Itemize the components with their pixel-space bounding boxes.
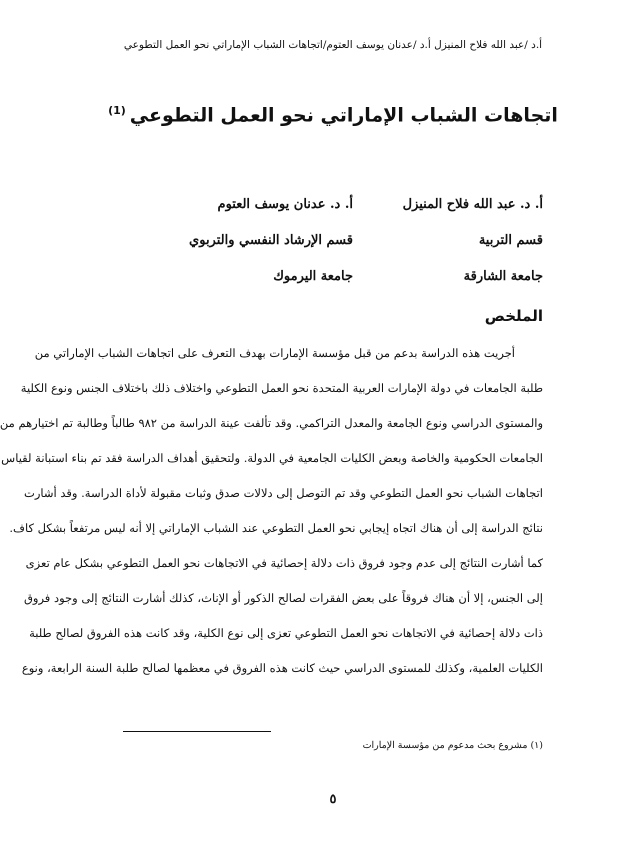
- abstract-line: والمستوى الدراسي ونوع الجامعة والمعدل التراكمي. وقد تألفت عينة الدراسة من ٩٨٢ طالباً وطالبة تم اختيارهم من: [0, 416, 543, 430]
- author-2: [153, 195, 353, 303]
- page-number: ٥: [329, 792, 337, 807]
- running-header: أ.د /عبد الله فلاح المنيزل أ.د /عدنان يوسف العتوم/اتجاهات الشباب الإماراتي نحو العمل التطوعي: [123, 39, 543, 51]
- author-2-university: جامعة اليرموك: [273, 269, 353, 284]
- abstract-line: إلى الجنس، إلا أن هناك فروقاً على بعض الفقرات لصالح الذكور أو الإناث، كذلك أشارت النتائج إلى وجود فروق: [23, 591, 543, 605]
- paper-title: [93, 98, 573, 128]
- abstract-heading: الملخص: [484, 307, 543, 325]
- authors-block: [133, 195, 543, 295]
- abstract-line: طلبة الجامعات في دولة الإمارات العربية المتحدة نحو العمل التطوعي واختلاف ذلك باختلاف الجنس ونوع الكلية: [20, 381, 543, 395]
- author-2-name: أ. د. عدنان يوسف العتوم: [217, 197, 353, 212]
- abstract-line: أجريت هذه الدراسة بدعم من قبل مؤسسة الإمارات بهدف التعرف على اتجاهات الشباب الإماراتي من: [34, 346, 515, 360]
- abstract-line: نتائج الدراسة إلى أن هناك اتجاه إيجابي نحو العمل التطوعي عند الشباب الإماراتي إلا أنه ليس مرتفعاً بشكل كاف.: [9, 521, 543, 535]
- footnote: (١) مشروع بحث مدعوم من مؤسسة الإمارات: [362, 740, 543, 751]
- abstract-line: اتجاهات الشباب نحو العمل التطوعي وقد تم التوصل إلى دلالات صدق وثبات مقبولة لأداة الدراسة. وقد أشارت: [24, 486, 543, 500]
- footnote-divider: [123, 731, 271, 732]
- author-1-department: قسم التربية: [478, 233, 543, 248]
- author-1: [343, 195, 543, 303]
- abstract-line: كما أشارت النتائج إلى عدم وجود فروق ذات دلالة إحصائية في الاتجاهات نحو العمل التطوعي بشكل عام تعزى: [25, 556, 543, 570]
- author-2-department: قسم الإرشاد النفسي والتربوي: [189, 233, 353, 248]
- abstract-line: الجامعات الحكومية والخاصة وبعض الكليات الجامعية في الدولة. ولتحقيق أهداف الدراسة فقد تم بناء استبانة لقياس: [1, 451, 543, 465]
- abstract-line: الكليات العلمية، وكذلك للمستوى الدراسي حيث كانت هذه الفروق في معظمها لصالح طلبة السنة الرابعة، ونوع: [21, 661, 543, 675]
- author-1-university: جامعة الشارقة: [463, 269, 543, 284]
- author-1-name: أ. د. عبد الله فلاح المنيزل: [402, 197, 543, 212]
- abstract-body: [0, 336, 543, 686]
- abstract-line: ذات دلالة إحصائية في الاتجاهات نحو العمل التطوعي تعزى إلى نوع الكلية، وقد كانت هذه الفروق لصالح طلبة: [29, 626, 543, 640]
- paper-title-text: اتجاهات الشباب الإماراتي نحو العمل التطوعي: [129, 104, 558, 127]
- title-footnote-marker: (1): [108, 104, 126, 117]
